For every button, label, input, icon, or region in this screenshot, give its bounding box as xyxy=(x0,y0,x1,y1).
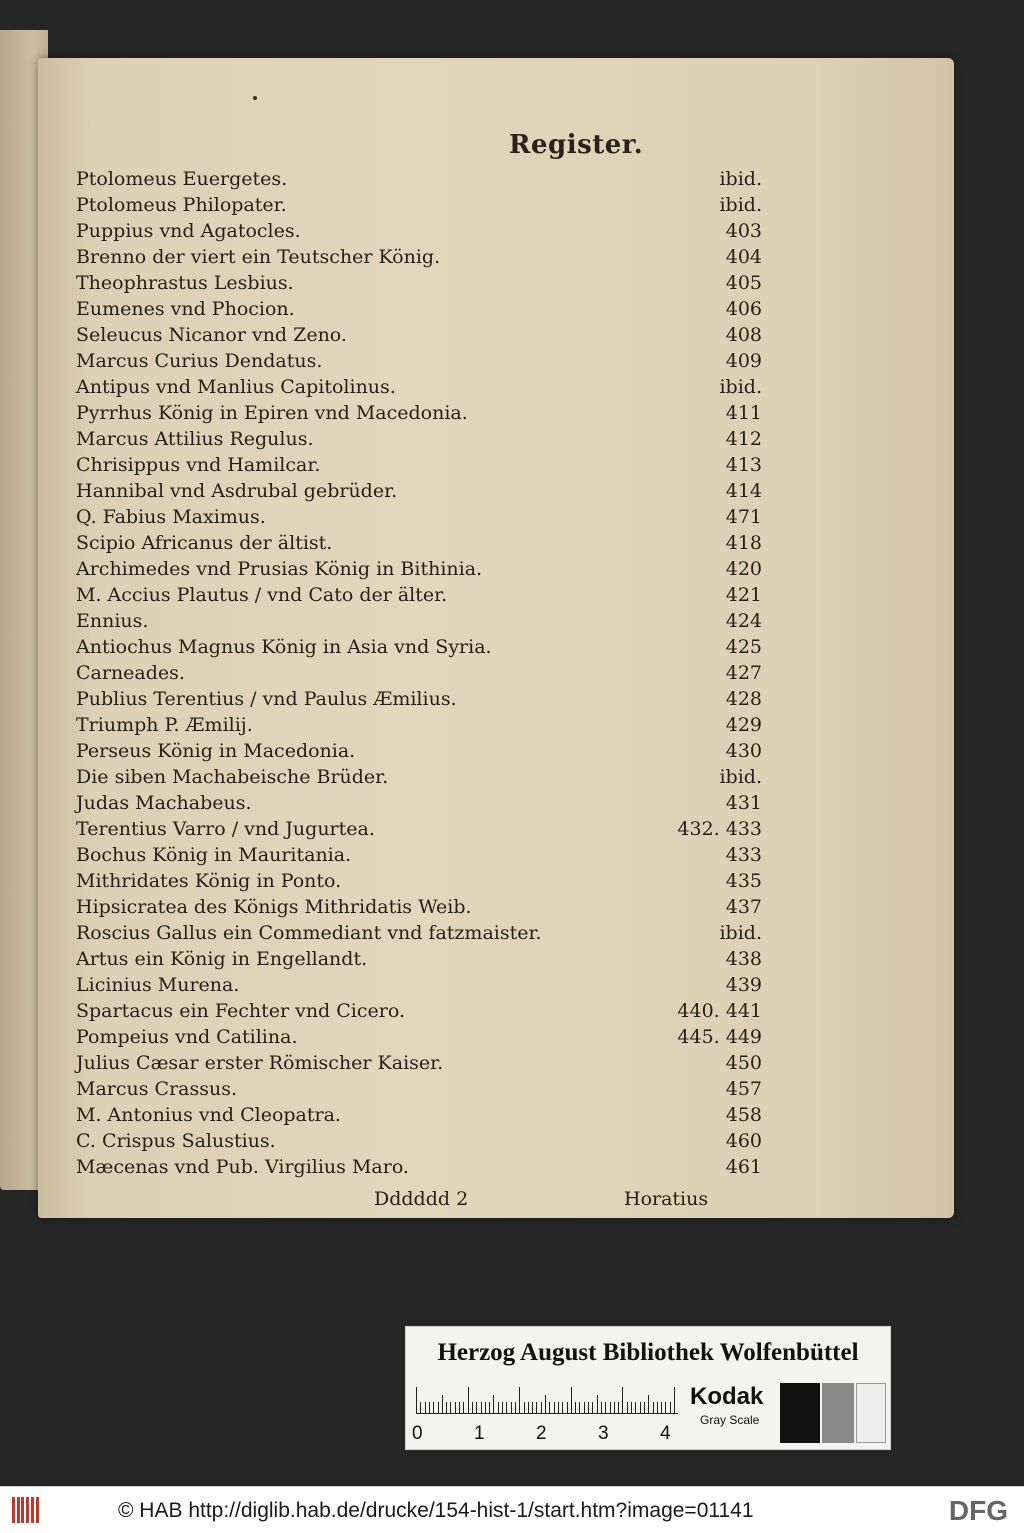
ruler-tick xyxy=(610,1402,611,1413)
entry-page: 460 xyxy=(725,1130,762,1152)
footer-bar xyxy=(0,1486,1024,1533)
ruler-tick xyxy=(524,1402,525,1413)
hab-barcode-icon xyxy=(12,1497,40,1523)
entry-page: 437 xyxy=(725,896,762,918)
register-entry xyxy=(76,946,762,972)
entry-page: ibid. xyxy=(719,168,762,190)
entry-name: Die siben Machabeische Brüder. xyxy=(76,766,389,788)
entry-page: ibid. xyxy=(719,922,762,944)
register-entry xyxy=(76,608,762,634)
entry-page: 424 xyxy=(725,610,762,632)
ruler-tick xyxy=(481,1402,482,1413)
entry-name: Theophrastus Lesbius. xyxy=(76,272,294,294)
barcode-bar xyxy=(12,1497,15,1523)
color-calibration-card xyxy=(405,1326,891,1450)
entry-name: Antipus vnd Manlius Capitolinus. xyxy=(76,376,396,398)
ruler-tick xyxy=(549,1402,550,1413)
ruler-tick xyxy=(450,1402,451,1413)
entry-name: Mithridates König in Ponto. xyxy=(76,870,342,892)
ruler-tick xyxy=(592,1402,593,1413)
entry-name: Hipsicratea des Königs Mithridatis Weib. xyxy=(76,896,472,918)
register-entry xyxy=(76,790,762,816)
register-entry xyxy=(76,1102,762,1128)
register-list xyxy=(76,166,762,1180)
entry-page: 408 xyxy=(725,324,762,346)
register-entry xyxy=(76,296,762,322)
ruler-tick xyxy=(674,1387,675,1413)
register-entry xyxy=(76,1076,762,1102)
entry-page: ibid. xyxy=(719,376,762,398)
entry-name: Scipio Africanus der ältist. xyxy=(76,532,333,554)
ruler-tick xyxy=(511,1402,512,1413)
ruler-tick xyxy=(635,1402,636,1413)
ruler-tick xyxy=(622,1387,623,1413)
ruler-tick xyxy=(567,1402,568,1413)
entry-name: Puppius vnd Agatocles. xyxy=(76,220,301,242)
ruler-numbers xyxy=(412,1423,682,1445)
credit-link[interactable]: © HAB http://diglib.hab.de/drucke/154-hist-1/start.htm?image=01141 xyxy=(118,1499,754,1522)
entry-page: 421 xyxy=(725,584,762,606)
barcode-bar xyxy=(31,1497,34,1523)
entry-name: Pyrrhus König in Epiren vnd Macedonia. xyxy=(76,402,468,424)
ruler-tick xyxy=(472,1402,473,1413)
entry-name: Mæcenas vnd Pub. Virgilius Maro. xyxy=(76,1156,409,1178)
entry-page: 414 xyxy=(725,480,762,502)
entry-page: 471 xyxy=(725,506,762,528)
entry-name: Bochus König in Mauritania. xyxy=(76,844,352,866)
ruler-tick xyxy=(653,1402,654,1413)
entry-name: Ptolomeus Philopater. xyxy=(76,194,287,216)
ruler-tick xyxy=(429,1402,430,1413)
register-entry xyxy=(76,400,762,426)
ruler-tick xyxy=(459,1402,460,1413)
ruler-tick xyxy=(575,1402,576,1413)
register-entry xyxy=(76,1128,762,1154)
entry-page: 420 xyxy=(725,558,762,580)
ruler-tick xyxy=(588,1402,589,1413)
register-entry xyxy=(76,816,762,842)
register-entry xyxy=(76,894,762,920)
register-entry xyxy=(76,712,762,738)
entry-page: 412 xyxy=(725,428,762,450)
entry-page: 450 xyxy=(725,1052,762,1074)
entry-page: 427 xyxy=(725,662,762,684)
white-swatch xyxy=(856,1383,886,1443)
ruler-tick xyxy=(536,1402,537,1413)
ruler-tick xyxy=(541,1402,542,1413)
entry-page: 457 xyxy=(725,1078,762,1100)
dfg-logo: DFG xyxy=(948,1495,1008,1526)
entry-name: Q. Fabius Maximus. xyxy=(76,506,266,528)
ruler-tick xyxy=(532,1402,533,1413)
kodak-logo: Kodak xyxy=(690,1383,764,1410)
entry-name: Licinius Murena. xyxy=(76,974,240,996)
register-entry xyxy=(76,426,762,452)
entry-page: 432. 433 xyxy=(677,818,762,840)
register-entry xyxy=(76,868,762,894)
register-entry xyxy=(76,556,762,582)
entry-page: 440. 441 xyxy=(677,1000,762,1022)
ruler-tick xyxy=(416,1387,417,1413)
gray-scale-label: Gray Scale xyxy=(700,1413,760,1427)
entry-name: C. Crispus Salustius. xyxy=(76,1130,276,1152)
signature-mark: Dddddd 2 xyxy=(374,1188,469,1210)
register-entry xyxy=(76,452,762,478)
ruler-tick xyxy=(584,1402,585,1413)
entry-name: Marcus Curius Dendatus. xyxy=(76,350,323,372)
ruler-tick xyxy=(614,1402,615,1413)
ruler-tick xyxy=(571,1387,572,1413)
entry-page: 439 xyxy=(725,974,762,996)
black-swatch xyxy=(780,1383,820,1443)
register-entry xyxy=(76,504,762,530)
register-entry xyxy=(76,530,762,556)
ruler-tick xyxy=(661,1402,662,1413)
ruler-tick xyxy=(442,1395,443,1413)
ruler-tick xyxy=(468,1387,469,1413)
entry-page: 433 xyxy=(725,844,762,866)
register-entry xyxy=(76,582,762,608)
register-entry xyxy=(76,764,762,790)
ruler-tick xyxy=(657,1402,658,1413)
entry-name: Eumenes vnd Phocion. xyxy=(76,298,295,320)
entry-page: 404 xyxy=(725,246,762,268)
entry-name: Carneades. xyxy=(76,662,185,684)
entry-name: Pompeius vnd Catilina. xyxy=(76,1026,298,1048)
ruler-tick xyxy=(446,1402,447,1413)
ruler-tick xyxy=(515,1402,516,1413)
entry-page: 458 xyxy=(725,1104,762,1126)
library-name: Herzog August Bibliothek Wolfenbüttel xyxy=(437,1339,859,1366)
entry-page: 429 xyxy=(725,714,762,736)
register-entry xyxy=(76,1154,762,1180)
ruler-number: 4 xyxy=(660,1423,671,1444)
ruler-tick xyxy=(438,1402,439,1413)
entry-page: 425 xyxy=(725,636,762,658)
entry-page: 405 xyxy=(725,272,762,294)
register-entry xyxy=(76,634,762,660)
register-entry xyxy=(76,348,762,374)
ruler-tick xyxy=(502,1402,503,1413)
ruler-tick xyxy=(425,1402,426,1413)
entry-name: Perseus König in Macedonia. xyxy=(76,740,356,762)
entry-page: 461 xyxy=(725,1156,762,1178)
ruler-tick xyxy=(562,1402,563,1413)
entry-name: Antiochus Magnus König in Asia vnd Syria. xyxy=(76,636,492,658)
barcode-bar xyxy=(17,1497,20,1523)
register-entry xyxy=(76,738,762,764)
entry-name: Judas Machabeus. xyxy=(76,792,252,814)
ruler-number: 2 xyxy=(536,1423,547,1444)
entry-name: Brenno der viert ein Teutscher König. xyxy=(76,246,441,268)
ruler-tick xyxy=(627,1402,628,1413)
register-entry xyxy=(76,374,762,400)
entry-page: 409 xyxy=(725,350,762,372)
ruler-tick xyxy=(455,1402,456,1413)
entry-page: 411 xyxy=(725,402,762,424)
gray-swatch xyxy=(822,1383,854,1443)
ruler-tick xyxy=(597,1395,598,1413)
ruler-tick xyxy=(665,1402,666,1413)
ruler-tick xyxy=(485,1402,486,1413)
entry-name: M. Antonius vnd Cleopatra. xyxy=(76,1104,341,1126)
register-entry xyxy=(76,998,762,1024)
ruler-tick xyxy=(528,1402,529,1413)
barcode-bar xyxy=(21,1497,24,1523)
ruler-tick xyxy=(618,1402,619,1413)
register-entry xyxy=(76,192,762,218)
ruler-tick xyxy=(506,1402,507,1413)
ruler-tick xyxy=(498,1402,499,1413)
entry-page: ibid. xyxy=(719,766,762,788)
ruler-tick xyxy=(545,1395,546,1413)
ruler-tick xyxy=(640,1402,641,1413)
page-footer xyxy=(38,1188,954,1218)
register-entry xyxy=(76,244,762,270)
ruler-tick xyxy=(420,1402,421,1413)
ruler-number: 3 xyxy=(598,1423,609,1444)
entry-name: Artus ein König in Engellandt. xyxy=(76,948,368,970)
entry-name: Roscius Gallus ein Commediant vnd fatzmaister. xyxy=(76,922,542,944)
ruler-tick xyxy=(519,1387,520,1413)
entry-page: 406 xyxy=(725,298,762,320)
register-entry xyxy=(76,972,762,998)
entry-name: Ennius. xyxy=(76,610,149,632)
entry-name: Hannibal vnd Asdrubal gebrüder. xyxy=(76,480,398,502)
entry-name: Publius Terentius / vnd Paulus Æmilius. xyxy=(76,688,457,710)
ink-dot xyxy=(253,96,257,100)
entry-page: 428 xyxy=(725,688,762,710)
barcode-bar xyxy=(36,1497,39,1523)
register-entry xyxy=(76,1050,762,1076)
entry-page: 435 xyxy=(725,870,762,892)
ruler-number: 0 xyxy=(412,1423,423,1444)
entry-name: Ptolomeus Euergetes. xyxy=(76,168,288,190)
entry-name: Seleucus Nicanor vnd Zeno. xyxy=(76,324,347,346)
entry-name: Marcus Crassus. xyxy=(76,1078,238,1100)
entry-page: ibid. xyxy=(719,194,762,216)
entry-page: 445. 449 xyxy=(677,1026,762,1048)
ruler-tick xyxy=(463,1402,464,1413)
register-entry xyxy=(76,920,762,946)
register-entry xyxy=(76,686,762,712)
ruler-tick xyxy=(554,1402,555,1413)
page-header: Register. xyxy=(508,130,644,160)
ruler-tick xyxy=(601,1402,602,1413)
catchword: Horatius xyxy=(624,1188,709,1210)
entry-name: Marcus Attilius Regulus. xyxy=(76,428,314,450)
ruler-tick xyxy=(493,1395,494,1413)
entry-page: 430 xyxy=(725,740,762,762)
ruler-tick xyxy=(605,1402,606,1413)
ruler-tick xyxy=(558,1402,559,1413)
register-entry xyxy=(76,270,762,296)
ruler-tick xyxy=(433,1402,434,1413)
register-entry xyxy=(76,478,762,504)
register-entry xyxy=(76,166,762,192)
entry-page: 418 xyxy=(725,532,762,554)
register-entry xyxy=(76,1024,762,1050)
ruler-tick xyxy=(648,1395,649,1413)
barcode-bar xyxy=(26,1497,29,1523)
book-page xyxy=(38,58,954,1218)
entry-name: Chrisippus vnd Hamilcar. xyxy=(76,454,321,476)
register-entry xyxy=(76,660,762,686)
entry-page: 413 xyxy=(725,454,762,476)
entry-page: 438 xyxy=(725,948,762,970)
ruler-tick xyxy=(644,1402,645,1413)
ruler-tick xyxy=(489,1402,490,1413)
entry-name: Spartacus ein Fechter vnd Cicero. xyxy=(76,1000,405,1022)
entry-name: Triumph P. Æmilij. xyxy=(76,714,253,736)
ruler-tick xyxy=(670,1402,671,1413)
ruler-tick xyxy=(631,1402,632,1413)
entry-page: 403 xyxy=(725,220,762,242)
entry-name: M. Accius Plautus / vnd Cato der älter. xyxy=(76,584,448,606)
entry-name: Archimedes vnd Prusias König in Bithinia. xyxy=(76,558,483,580)
entry-page: 431 xyxy=(725,792,762,814)
register-entry xyxy=(76,218,762,244)
register-entry xyxy=(76,842,762,868)
ruler-tick xyxy=(579,1402,580,1413)
ruler-scale xyxy=(416,1385,678,1414)
register-entry xyxy=(76,322,762,348)
entry-name: Terentius Varro / vnd Jugurtea. xyxy=(76,818,375,840)
ruler-number: 1 xyxy=(474,1423,485,1444)
entry-name: Julius Cæsar erster Römischer Kaiser. xyxy=(76,1052,444,1074)
ruler-tick xyxy=(476,1402,477,1413)
